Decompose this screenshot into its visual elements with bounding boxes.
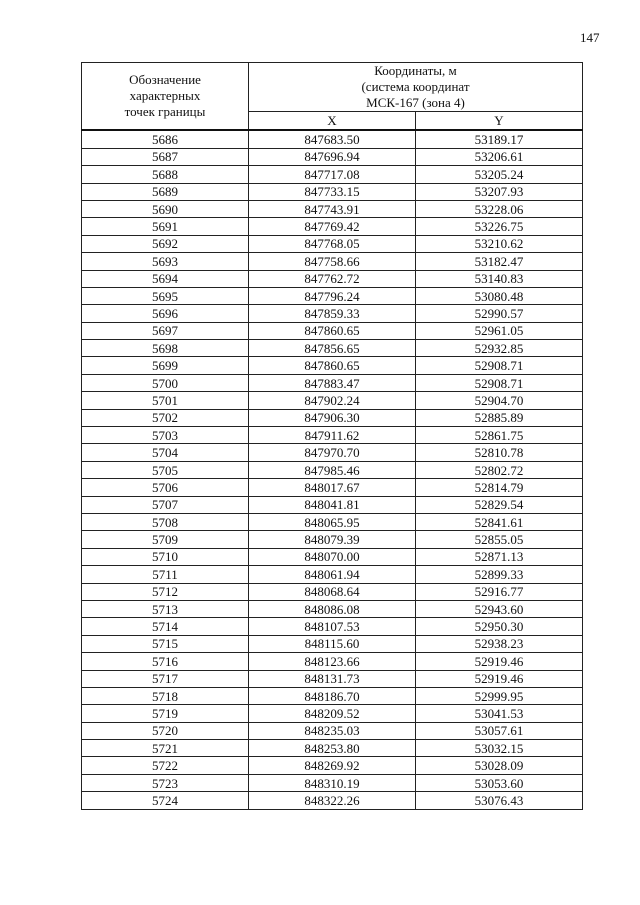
x-coordinate-cell: 848322.26 — [249, 792, 416, 809]
point-id-cell: 5718 — [82, 687, 249, 704]
x-coordinate-cell: 848253.80 — [249, 740, 416, 757]
table-row — [82, 531, 583, 548]
x-coordinate-cell: 848123.66 — [249, 653, 416, 670]
x-coordinate-cell: 847717.08 — [249, 166, 416, 183]
point-id-cell: 5720 — [82, 722, 249, 739]
table-row — [82, 687, 583, 704]
y-coordinate-cell: 52919.46 — [416, 653, 583, 670]
table-row — [82, 757, 583, 774]
x-coordinate-cell: 847733.15 — [249, 183, 416, 200]
point-id-cell: 5724 — [82, 792, 249, 809]
x-coordinate-cell: 847768.05 — [249, 235, 416, 252]
x-coordinate-cell: 847860.65 — [249, 322, 416, 339]
x-coordinate-cell: 848061.94 — [249, 566, 416, 583]
coords-header-line: (система координат — [361, 79, 470, 94]
x-coordinate-cell: 848068.64 — [249, 583, 416, 600]
table-row — [82, 583, 583, 600]
table-row — [82, 148, 583, 165]
y-coordinate-cell: 52908.71 — [416, 357, 583, 374]
point-id-cell: 5696 — [82, 305, 249, 322]
y-coordinate-cell: 53053.60 — [416, 774, 583, 791]
y-coordinate-cell: 53207.93 — [416, 183, 583, 200]
y-coordinate-cell: 53228.06 — [416, 200, 583, 217]
table-row — [82, 235, 583, 252]
x-coordinate-cell: 848209.52 — [249, 705, 416, 722]
x-coordinate-cell: 847902.24 — [249, 392, 416, 409]
point-id-cell: 5699 — [82, 357, 249, 374]
table-row — [82, 444, 583, 461]
point-id-cell: 5717 — [82, 670, 249, 687]
y-coordinate-cell: 53032.15 — [416, 740, 583, 757]
y-coordinate-cell: 53206.61 — [416, 148, 583, 165]
table-row — [82, 392, 583, 409]
y-coordinate-cell: 52950.30 — [416, 618, 583, 635]
table-row — [82, 653, 583, 670]
table-body — [82, 130, 583, 809]
y-coordinate-cell: 52938.23 — [416, 635, 583, 652]
x-coordinate-cell: 847911.62 — [249, 427, 416, 444]
point-id-cell: 5704 — [82, 444, 249, 461]
point-header-line: точек границы — [124, 104, 206, 120]
y-coordinate-cell: 53028.09 — [416, 757, 583, 774]
point-id-cell: 5695 — [82, 287, 249, 304]
y-coordinate-cell: 52932.85 — [416, 340, 583, 357]
point-id-cell: 5706 — [82, 479, 249, 496]
table-row — [82, 322, 583, 339]
point-id-cell: 5690 — [82, 200, 249, 217]
table-row — [82, 496, 583, 513]
x-coordinate-cell: 847762.72 — [249, 270, 416, 287]
point-id-cell: 5687 — [82, 148, 249, 165]
point-id-cell: 5689 — [82, 183, 249, 200]
x-coordinate-cell: 848186.70 — [249, 687, 416, 704]
y-coordinate-cell: 52814.79 — [416, 479, 583, 496]
table-row — [82, 130, 583, 148]
point-id-cell: 5716 — [82, 653, 249, 670]
table-row — [82, 513, 583, 530]
y-coordinate-cell: 53076.43 — [416, 792, 583, 809]
x-coordinate-cell: 848079.39 — [249, 531, 416, 548]
x-coordinate-cell: 847796.24 — [249, 287, 416, 304]
table-row — [82, 340, 583, 357]
point-id-cell: 5693 — [82, 253, 249, 270]
point-header-line: Обозначение — [129, 72, 201, 88]
point-id-cell: 5701 — [82, 392, 249, 409]
y-coordinate-cell: 52904.70 — [416, 392, 583, 409]
point-id-cell: 5698 — [82, 340, 249, 357]
coordinates-group-header — [249, 63, 583, 112]
x-coordinate-cell: 847696.94 — [249, 148, 416, 165]
table-row — [82, 409, 583, 426]
y-coordinate-cell: 52961.05 — [416, 322, 583, 339]
table-row — [82, 253, 583, 270]
y-coordinate-cell: 52841.61 — [416, 513, 583, 530]
x-coordinate-cell: 848041.81 — [249, 496, 416, 513]
table-row — [82, 357, 583, 374]
y-coordinate-cell: 52855.05 — [416, 531, 583, 548]
point-id-cell: 5709 — [82, 531, 249, 548]
point-id-cell: 5713 — [82, 600, 249, 617]
y-coordinate-cell: 52885.89 — [416, 409, 583, 426]
x-coordinate-cell: 848107.53 — [249, 618, 416, 635]
point-id-cell: 5702 — [82, 409, 249, 426]
y-column-header: Y — [416, 112, 583, 131]
y-coordinate-cell: 52829.54 — [416, 496, 583, 513]
table-row — [82, 600, 583, 617]
x-coordinate-cell: 847859.33 — [249, 305, 416, 322]
table-row — [82, 670, 583, 687]
coords-header-line: Координаты, м — [374, 63, 457, 78]
x-coordinate-cell: 848115.60 — [249, 635, 416, 652]
table-row — [82, 618, 583, 635]
table-row — [82, 792, 583, 809]
x-coordinate-cell: 848310.19 — [249, 774, 416, 791]
point-id-cell: 5700 — [82, 374, 249, 391]
y-coordinate-cell: 52990.57 — [416, 305, 583, 322]
table-row — [82, 774, 583, 791]
point-id-cell: 5721 — [82, 740, 249, 757]
y-coordinate-cell: 52861.75 — [416, 427, 583, 444]
x-coordinate-cell: 847883.47 — [249, 374, 416, 391]
x-coordinate-cell: 848070.00 — [249, 548, 416, 565]
table-row — [82, 200, 583, 217]
point-id-cell: 5694 — [82, 270, 249, 287]
point-id-cell: 5686 — [82, 130, 249, 148]
table-row — [82, 479, 583, 496]
table-row — [82, 305, 583, 322]
y-coordinate-cell: 53182.47 — [416, 253, 583, 270]
x-coordinate-cell: 848131.73 — [249, 670, 416, 687]
page-number: 147 — [580, 30, 600, 45]
point-id-cell: 5705 — [82, 461, 249, 478]
table-row — [82, 287, 583, 304]
y-coordinate-cell: 52943.60 — [416, 600, 583, 617]
x-coordinate-cell: 848065.95 — [249, 513, 416, 530]
y-coordinate-cell: 53226.75 — [416, 218, 583, 235]
point-designation-header — [82, 63, 249, 131]
table-row — [82, 218, 583, 235]
y-coordinate-cell: 53041.53 — [416, 705, 583, 722]
x-coordinate-cell: 848086.08 — [249, 600, 416, 617]
x-coordinate-cell: 847769.42 — [249, 218, 416, 235]
point-id-cell: 5707 — [82, 496, 249, 513]
coords-header-line: МСК-167 (зона 4) — [366, 95, 465, 110]
point-id-cell: 5691 — [82, 218, 249, 235]
point-id-cell: 5723 — [82, 774, 249, 791]
table-row — [82, 635, 583, 652]
y-coordinate-cell: 53189.17 — [416, 130, 583, 148]
y-coordinate-cell: 52802.72 — [416, 461, 583, 478]
y-coordinate-cell: 52899.33 — [416, 566, 583, 583]
y-coordinate-cell: 53140.83 — [416, 270, 583, 287]
table-row — [82, 166, 583, 183]
point-id-cell: 5688 — [82, 166, 249, 183]
table-row — [82, 740, 583, 757]
x-coordinate-cell: 847743.91 — [249, 200, 416, 217]
x-coordinate-cell: 848269.92 — [249, 757, 416, 774]
point-id-cell: 5712 — [82, 583, 249, 600]
x-coordinate-cell: 847860.65 — [249, 357, 416, 374]
x-coordinate-cell: 847856.65 — [249, 340, 416, 357]
point-id-cell: 5708 — [82, 513, 249, 530]
point-id-cell: 5714 — [82, 618, 249, 635]
x-coordinate-cell: 848017.67 — [249, 479, 416, 496]
x-column-header: X — [249, 112, 416, 131]
y-coordinate-cell: 53210.62 — [416, 235, 583, 252]
x-coordinate-cell: 848235.03 — [249, 722, 416, 739]
table-row — [82, 548, 583, 565]
table-row — [82, 183, 583, 200]
x-coordinate-cell: 847985.46 — [249, 461, 416, 478]
x-coordinate-cell: 847906.30 — [249, 409, 416, 426]
table-row — [82, 427, 583, 444]
point-id-cell: 5703 — [82, 427, 249, 444]
y-coordinate-cell: 52919.46 — [416, 670, 583, 687]
y-coordinate-cell: 52916.77 — [416, 583, 583, 600]
table-header — [82, 63, 583, 131]
point-header-line: характерных — [129, 88, 201, 104]
point-id-cell: 5722 — [82, 757, 249, 774]
point-id-cell: 5719 — [82, 705, 249, 722]
point-id-cell: 5715 — [82, 635, 249, 652]
table-row — [82, 722, 583, 739]
y-coordinate-cell: 52908.71 — [416, 374, 583, 391]
point-id-cell: 5710 — [82, 548, 249, 565]
point-id-cell: 5711 — [82, 566, 249, 583]
table-row — [82, 270, 583, 287]
x-coordinate-cell: 847683.50 — [249, 130, 416, 148]
y-coordinate-cell: 52871.13 — [416, 548, 583, 565]
y-coordinate-cell: 53080.48 — [416, 287, 583, 304]
table-row — [82, 374, 583, 391]
x-coordinate-cell: 847758.66 — [249, 253, 416, 270]
table-row — [82, 461, 583, 478]
point-id-cell: 5692 — [82, 235, 249, 252]
coordinates-table — [81, 62, 583, 810]
y-coordinate-cell: 52999.95 — [416, 687, 583, 704]
y-coordinate-cell: 53205.24 — [416, 166, 583, 183]
y-coordinate-cell: 52810.78 — [416, 444, 583, 461]
y-coordinate-cell: 53057.61 — [416, 722, 583, 739]
x-coordinate-cell: 847970.70 — [249, 444, 416, 461]
table-row — [82, 705, 583, 722]
point-id-cell: 5697 — [82, 322, 249, 339]
table-row — [82, 566, 583, 583]
